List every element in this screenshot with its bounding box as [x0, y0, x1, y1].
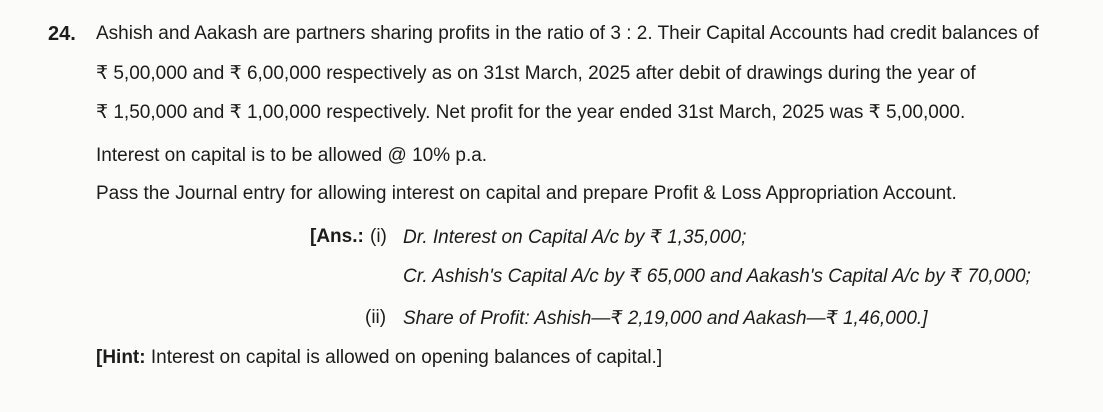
hint [96, 347, 662, 369]
answer-label: [Ans.: [310, 226, 364, 247]
question-line-2: ₹ 5,00,000 and ₹ 6,00,000 respectively as on 31st March, 2025 after debit of drawings during the year of [96, 63, 976, 84]
question-line-5: Pass the Journal entry for allowing interest on capital and prepare Profit & Loss Appropriation Account. [96, 183, 957, 204]
question-line-4: Interest on capital is to be allowed @ 10% p.a. [96, 145, 488, 166]
question-line-1: Ashish and Aakash are partners sharing profits in the ratio of 3 : 2. Their Capital Accounts had credit balances of [96, 23, 1039, 44]
answer-part-1-number: (i) [370, 226, 387, 247]
answer-part-2-line: Share of Profit: Ashish—₹ 2,19,000 and Aakash—₹ 1,46,000.] [403, 308, 928, 329]
answer-part-2-number: (ii) [365, 307, 387, 328]
question-line-3: ₹ 1,50,000 and ₹ 1,00,000 respectively. Net profit for the year ended 31st March, 2025 was ₹ 5,00,000. [96, 102, 966, 123]
hint-text: Interest on capital is allowed on opening balances of capital.] [145, 347, 663, 368]
answer-part-1-line-2: Cr. Ashish's Capital A/c by ₹ 65,000 and Aakash's Capital A/c by ₹ 70,000; [403, 266, 1031, 287]
hint-label: [Hint: [96, 347, 146, 368]
answer-part-1-line-1: Dr. Interest on Capital A/c by ₹ 1,35,000; [403, 227, 747, 248]
question-number: 24. [48, 23, 76, 45]
